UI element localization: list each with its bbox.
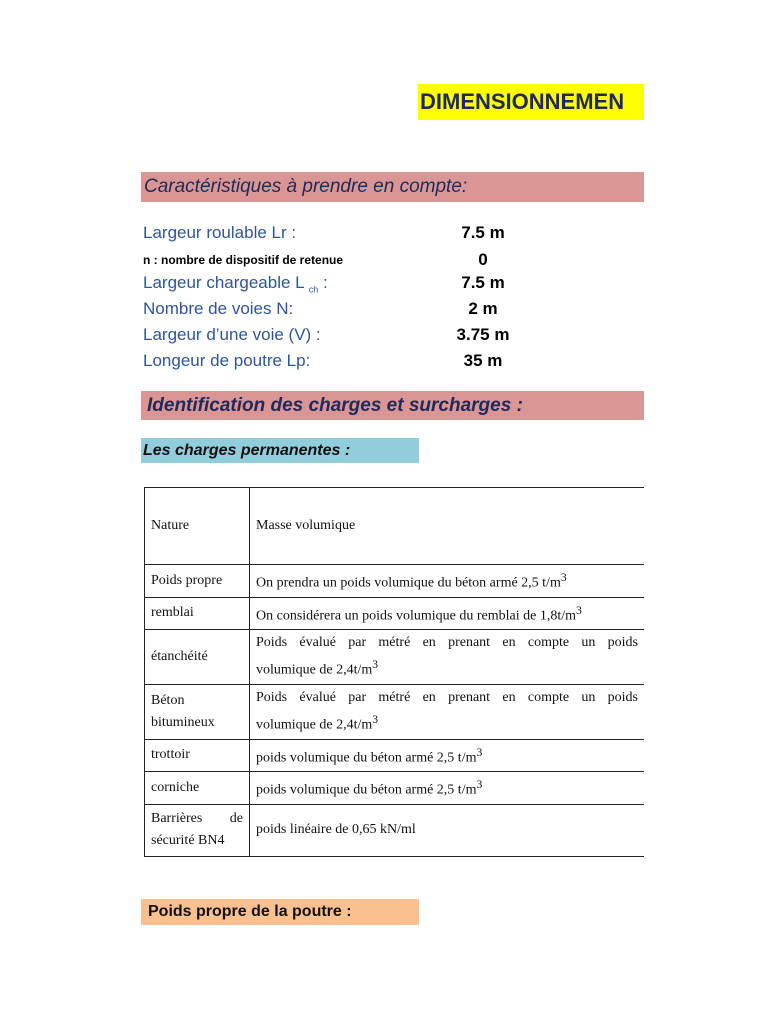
table-header-row: [145, 488, 645, 565]
section-loads-heading: Identification des charges et surcharges :: [141, 391, 644, 420]
table-cell-nature: Poids propre: [145, 565, 250, 598]
table-cell-desc: poids linéaire de 0,65 kN/ml: [250, 804, 645, 856]
param-value: 2 m: [468, 299, 498, 318]
table-cell-desc: On prendra un poids volumique du béton armé 2,5 $t/m^3$: [250, 565, 645, 598]
table-row: [145, 772, 645, 805]
table-cell-nature: étanchéité: [145, 630, 250, 685]
param-row: [143, 248, 563, 272]
param-label: Largeur d’une voie (V) :: [143, 325, 321, 344]
table-row: [145, 630, 645, 685]
table-cell-desc: poids volumique du béton armé 2,5 $t/m^3$: [250, 739, 645, 772]
table-cell-nature: Béton bitumineux: [145, 684, 250, 739]
param-value: 7.5 m: [461, 223, 505, 242]
table-header-density: Masse volumique: [250, 488, 645, 565]
param-row: [143, 323, 563, 347]
subsection-selfweight-heading: Poids propre de la poutre :: [141, 899, 419, 925]
table-cell-desc: Poids évalué par métré en prenant en compte un poids volumique de $2,4t/m^3$: [250, 684, 645, 739]
table-cell-nature: remblai: [145, 597, 250, 630]
table-cell-nature: trottoir: [145, 739, 250, 772]
table-row: [145, 684, 645, 739]
table-cell-desc: Poids évalué par métré en prenant en compte un poids volumique de $2,4t/m^3$: [250, 630, 645, 685]
param-value: 35 m: [463, 351, 503, 370]
param-row: [143, 349, 563, 373]
param-label: Largeur roulable Lr :: [143, 223, 297, 242]
param-row: [143, 271, 563, 295]
page-edge-mask: [644, 480, 768, 830]
param-value: 0: [478, 250, 488, 269]
param-value: 7.5 m: [461, 273, 505, 292]
param-label: Nombre de voies N:: [143, 299, 294, 318]
param-label: Longeur de poutre Lp:: [143, 351, 311, 370]
table-cell-nature: Barrières de sécurité BN4: [145, 804, 250, 856]
table-row: [145, 565, 645, 598]
param-label: n : nombre de dispositif de retenue: [143, 253, 344, 267]
table-cell-desc: poids volumique du béton armé 2,5 $t/m^3$: [250, 772, 645, 805]
table-cell-nature: corniche: [145, 772, 250, 805]
table-row: [145, 804, 645, 856]
section-characteristics-heading: Caractéristiques à prendre en compte:: [141, 172, 644, 202]
param-row: [143, 221, 563, 245]
param-label: Largeur chargeable L $_{ch}$ :: [143, 273, 328, 295]
table-cell-desc: On considérera un poids volumique du remblai de $1,8t/m^3$: [250, 597, 645, 630]
table-header-nature: Nature: [145, 488, 250, 565]
table-row: [145, 597, 645, 630]
page-title: DIMENSIONNEMEN: [418, 84, 644, 120]
param-value: 3.75 m: [456, 325, 510, 344]
subsection-permanent-heading: Les charges permanentes :: [141, 438, 419, 463]
table-row: [145, 739, 645, 772]
permanent-loads-table: [144, 487, 644, 857]
param-row: [143, 297, 563, 321]
